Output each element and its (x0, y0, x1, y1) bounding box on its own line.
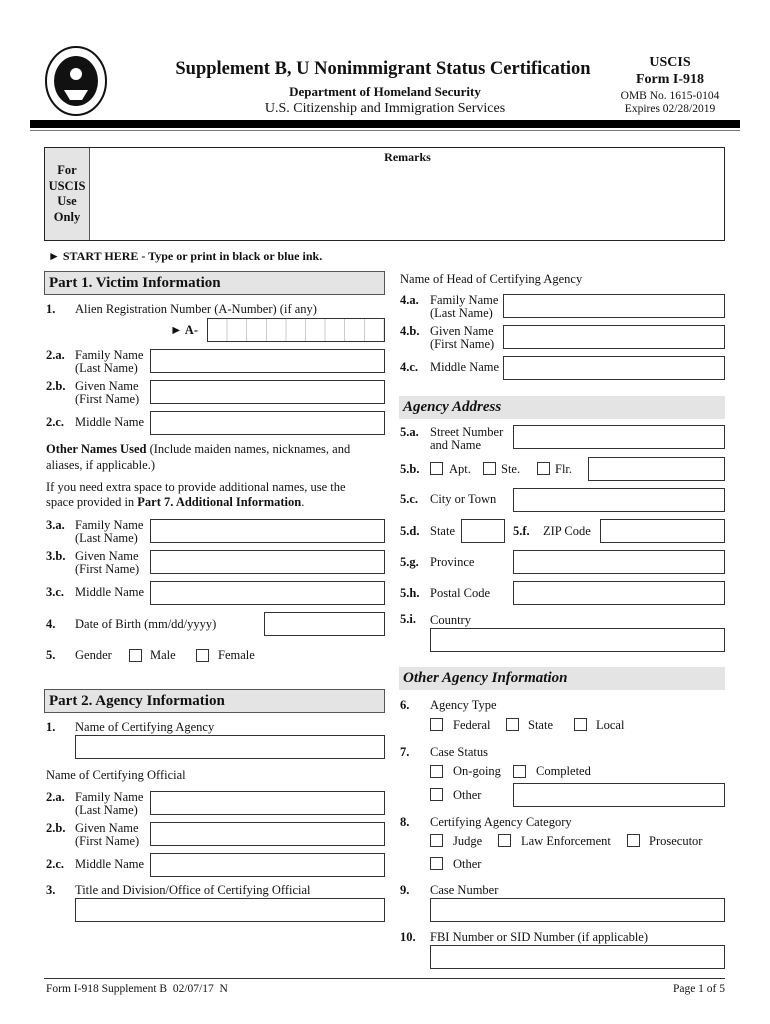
q-num: 1. (46, 720, 56, 734)
q-num: 4.c. (400, 360, 419, 374)
q-num: 5.a. (400, 425, 419, 439)
certifying-official-heading: Name of Certifying Official (46, 768, 186, 782)
part2-header: Part 2. Agency Information (44, 689, 385, 713)
fbi-number-input[interactable] (430, 945, 725, 969)
q-num: 3. (46, 883, 56, 897)
label-line: (Last Name) (75, 531, 138, 545)
official-given-name-input[interactable] (150, 822, 385, 846)
q-num: 9. (400, 883, 410, 897)
official-middle-name-input[interactable] (150, 853, 385, 877)
given-name-label (75, 550, 139, 576)
q-num: 5.d. (400, 524, 420, 538)
law-enforcement-label: Law Enforcement (521, 834, 611, 848)
fbi-number-label: FBI Number or SID Number (if applicable) (430, 930, 648, 944)
label-line: (First Name) (75, 392, 140, 406)
q-num: 4. (46, 617, 56, 631)
case-number-label: Case Number (430, 883, 499, 897)
city-input[interactable] (513, 488, 725, 512)
dob-input[interactable] (264, 612, 385, 636)
official-title-input[interactable] (75, 898, 385, 922)
side-text: Use (57, 194, 77, 208)
postal-input[interactable] (513, 581, 725, 605)
q-num: 5.f. (513, 524, 530, 538)
victim-middle-name-input[interactable] (150, 411, 385, 435)
head-of-agency-heading: Name of Head of Certifying Agency (400, 272, 583, 286)
side-text: Only (53, 209, 81, 224)
middle-name-label: Middle Name (75, 585, 145, 599)
given-name-label (75, 380, 139, 406)
q-num: 5.i. (400, 612, 416, 626)
q-num: 3.c. (46, 585, 65, 599)
period: . (301, 495, 305, 509)
head-family-name-input[interactable] (503, 294, 725, 318)
ongoing-checkbox[interactable] (430, 765, 443, 778)
label-line: (Last Name) (75, 361, 138, 375)
label-line: (First Name) (75, 834, 140, 848)
q-num: 3.a. (46, 518, 65, 532)
street-input[interactable] (513, 425, 725, 449)
flr-checkbox[interactable] (537, 462, 550, 475)
a-number-label: Alien Registration Number (A-Number) (if any) (75, 302, 317, 316)
other-names-text (46, 443, 350, 456)
page-number: Page 1 of 5 (672, 983, 725, 995)
department: Department of Homeland Security (289, 84, 481, 99)
agency-address-header: Agency Address (399, 396, 725, 419)
expiration: Expires 02/28/2019 (624, 103, 716, 115)
remarks-title: Remarks (384, 150, 431, 164)
male-checkbox[interactable] (129, 649, 142, 662)
status-other-label: Other (453, 788, 482, 802)
text: space provided in (46, 495, 138, 509)
family-name-label (75, 791, 143, 817)
dob-label: Date of Birth (mm/dd/yyyy) (75, 617, 217, 631)
agency: U.S. Citizenship and Immigration Services (264, 101, 506, 116)
head-given-name-input[interactable] (503, 325, 725, 349)
street-label (430, 426, 503, 452)
uscis-use-only-column (45, 148, 90, 240)
state-type-label: State (528, 718, 553, 732)
text-bold: Part 7. Additional Information (137, 495, 302, 509)
label-line: Given Name (75, 821, 139, 835)
extra-space-line1: If you need extra space to provide additional names, use the (46, 480, 346, 494)
a-number-input[interactable] (207, 318, 385, 342)
q-num: 6. (400, 698, 410, 712)
victim-family-name-input[interactable] (150, 349, 385, 373)
middle-name-label: Middle Name (75, 415, 145, 429)
other-agency-header: Other Agency Information (399, 667, 725, 690)
country-label: Country (430, 613, 471, 627)
province-input[interactable] (513, 550, 725, 574)
label-line: (Last Name) (75, 803, 138, 817)
label-line: (First Name) (430, 337, 495, 351)
dhs-seal-icon (44, 44, 108, 118)
official-family-name-input[interactable] (150, 791, 385, 815)
uscis-label: USCIS (649, 55, 691, 70)
certifying-agency-label: Name of Certifying Agency (75, 720, 215, 734)
male-label: Male (150, 648, 176, 662)
q-num: 2.b. (46, 379, 66, 393)
middle-name-label: Middle Name (430, 360, 500, 374)
label-line: Given Name (430, 324, 494, 338)
q-num: 5.h. (400, 586, 420, 600)
q-num: 2.a. (46, 348, 65, 362)
zip-input[interactable] (600, 519, 725, 543)
middle-name-label: Middle Name (75, 857, 145, 871)
form-title: Supplement B, U Nonimmigrant Status Certification (175, 59, 591, 79)
completed-label: Completed (536, 764, 591, 778)
female-checkbox[interactable] (196, 649, 209, 662)
judge-label: Judge (453, 834, 483, 848)
q-num: 3.b. (46, 549, 66, 563)
q-num: 2.b. (46, 821, 66, 835)
label-line: Family Name (430, 293, 499, 307)
prosecutor-label: Prosecutor (649, 834, 703, 848)
official-title-label: Title and Division/Office of Certifying Official (75, 883, 311, 897)
label-line: Street Number (430, 425, 504, 439)
label-line: Family Name (75, 348, 144, 362)
label-line: Family Name (75, 518, 144, 532)
q-num: 2.c. (46, 857, 65, 871)
completed-checkbox[interactable] (513, 765, 526, 778)
law-enforcement-checkbox[interactable] (498, 834, 511, 847)
q-num: 5. (46, 648, 56, 662)
agency-type-label: Agency Type (430, 698, 497, 712)
q-num: 8. (400, 815, 410, 829)
category-label: Certifying Agency Category (430, 815, 572, 829)
q-num: 5.g. (400, 555, 419, 569)
q-num: 2.c. (46, 415, 65, 429)
a-number-prefix: ► A- (170, 323, 198, 337)
family-name-label (75, 519, 143, 545)
header-bar (30, 120, 740, 128)
label-line: Given Name (75, 549, 139, 563)
ongoing-label: On-going (453, 764, 501, 778)
footer-rule (44, 978, 725, 979)
state-label: State (430, 524, 455, 538)
city-label: City or Town (430, 492, 497, 506)
extra-space-line2 (46, 496, 304, 509)
q-num: 5.b. (400, 462, 420, 476)
country-input[interactable] (430, 628, 725, 652)
other-names-line2: aliases, if applicable.) (46, 458, 155, 472)
ste-label: Ste. (501, 462, 521, 476)
other-family-name-input[interactable] (150, 519, 385, 543)
apt-checkbox[interactable] (430, 462, 443, 475)
start-here: ► START HERE - Type or print in black or blue ink. (48, 249, 323, 263)
unit-number-input[interactable] (588, 457, 725, 481)
judge-checkbox[interactable] (430, 834, 443, 847)
state-select[interactable] (461, 519, 505, 543)
label-line: Family Name (75, 790, 144, 804)
federal-label: Federal (453, 718, 491, 732)
given-name-label (75, 822, 139, 848)
flr-label: Flr. (555, 462, 573, 476)
q-num: 10. (400, 930, 416, 944)
local-checkbox[interactable] (574, 718, 587, 731)
family-name-label (75, 349, 143, 375)
zip-label: ZIP Code (543, 524, 591, 538)
q-num: 4.a. (400, 293, 419, 307)
other-names-bold: Other Names Used (46, 442, 147, 456)
female-label: Female (218, 648, 255, 662)
other-given-name-input[interactable] (150, 550, 385, 574)
label-line: (Last Name) (430, 306, 493, 320)
form-number: Form I-918 (635, 72, 705, 87)
label-line: (First Name) (75, 562, 140, 576)
q-num: 2.a. (46, 790, 65, 804)
other-names-rest: (Include maiden names, nicknames, and (146, 442, 351, 456)
federal-checkbox[interactable] (430, 718, 443, 731)
status-other-input[interactable] (513, 783, 725, 807)
label-line: Given Name (75, 379, 139, 393)
prosecutor-checkbox[interactable] (627, 834, 640, 847)
footer-form-id: Form I-918 Supplement B 02/07/17 N (46, 983, 228, 995)
province-label: Province (430, 555, 475, 569)
given-name-label (430, 325, 494, 351)
case-status-label: Case Status (430, 745, 488, 759)
part1-header: Part 1. Victim Information (44, 271, 385, 295)
certifying-agency-input[interactable] (75, 735, 385, 759)
victim-given-name-input[interactable] (150, 380, 385, 404)
label-line: and Name (430, 438, 482, 452)
status-other-checkbox[interactable] (430, 788, 443, 801)
header-rule (30, 130, 740, 131)
category-other-checkbox[interactable] (430, 857, 443, 870)
family-name-label (430, 294, 498, 320)
gender-label: Gender (75, 648, 112, 662)
local-label: Local (596, 718, 625, 732)
q-num: 4.b. (400, 324, 420, 338)
q-num: 1. (46, 302, 56, 316)
state-checkbox[interactable] (506, 718, 519, 731)
side-text: For (57, 163, 77, 177)
case-number-input[interactable] (430, 898, 725, 922)
apt-label: Apt. (449, 462, 471, 476)
q-num: 5.c. (400, 492, 419, 506)
category-other-label: Other (453, 857, 482, 871)
head-middle-name-input[interactable] (503, 356, 725, 380)
side-text: USCIS (48, 178, 86, 193)
postal-label: Postal Code (430, 586, 491, 600)
omb-number: OMB No. 1615-0104 (620, 90, 720, 102)
q-num: 7. (400, 745, 410, 759)
other-middle-name-input[interactable] (150, 581, 385, 605)
ste-checkbox[interactable] (483, 462, 496, 475)
